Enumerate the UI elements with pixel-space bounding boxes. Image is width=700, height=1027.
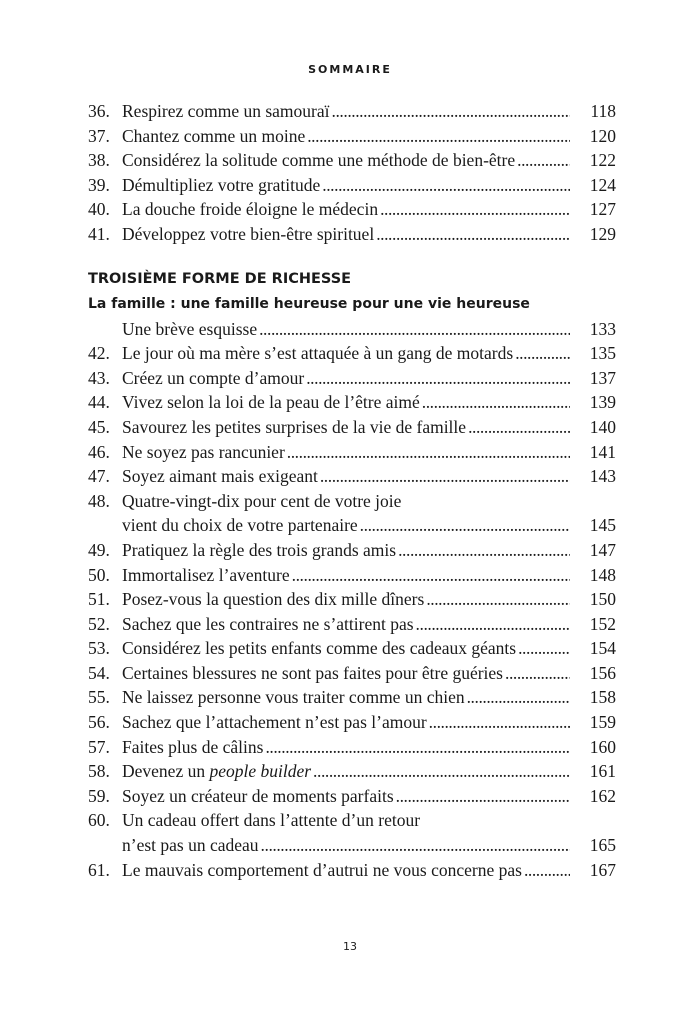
entry-number: 39. <box>88 174 110 195</box>
entry-title: Chantez comme un moine <box>122 125 306 146</box>
dot-leader <box>360 513 570 538</box>
toc-entry <box>88 538 616 563</box>
dot-leader <box>517 148 570 173</box>
toc-entry-line2 <box>88 833 616 858</box>
entry-number: 49. <box>88 539 110 560</box>
part-heading: TROISIÈME FORME DE RICHESSE <box>88 270 352 287</box>
toc-entry <box>88 124 616 149</box>
entry-page: 154 <box>589 638 616 659</box>
toc-entry <box>88 148 616 173</box>
entry-page: 137 <box>589 367 616 388</box>
toc-entry <box>88 366 616 391</box>
dot-leader <box>292 563 570 588</box>
toc-entry-line1 <box>88 808 616 833</box>
dot-leader <box>332 99 570 124</box>
toc-entry <box>88 685 616 710</box>
entry-page: 120 <box>589 125 616 146</box>
dot-leader <box>265 735 570 760</box>
dot-leader <box>515 341 570 366</box>
entry-page: 147 <box>589 539 616 560</box>
entry-page: 135 <box>589 343 616 364</box>
toc-entry-intro <box>88 317 616 342</box>
entry-page: 158 <box>589 687 616 708</box>
entry-title: Démultipliez votre gratitude <box>122 174 321 195</box>
entry-title: La douche froide éloigne le médecin <box>122 199 379 220</box>
dot-leader <box>261 833 570 858</box>
entry-number: 56. <box>88 712 110 733</box>
entry-title-prefix: Devenez un <box>122 761 210 782</box>
entry-page: 165 <box>589 835 616 856</box>
entry-title: Ne laissez personne vous traiter comme un chien <box>122 687 465 708</box>
toc-entry <box>88 784 616 809</box>
toc-entry <box>88 858 616 883</box>
entry-page: 124 <box>589 174 616 195</box>
dot-leader <box>287 440 570 465</box>
entry-number: 60. <box>88 810 110 831</box>
entry-title: Faites plus de câlins <box>122 736 264 757</box>
dot-leader <box>518 636 570 661</box>
running-head: SOMMAIRE <box>308 63 392 76</box>
entry-page: 148 <box>589 564 616 585</box>
toc-entry <box>88 390 616 415</box>
toc-entry-line1 <box>88 489 616 514</box>
dot-leader <box>429 710 570 735</box>
toc-entry <box>88 464 616 489</box>
entry-page: 160 <box>589 736 616 757</box>
entry-title: Sachez que l’attachement n’est pas l’amour <box>122 712 427 733</box>
entry-number: 52. <box>88 613 110 634</box>
part-subheading: La famille : une famille heureuse pour une vie heureuse <box>88 295 530 312</box>
entry-title: Le jour où ma mère s’est attaquée à un gang de motards <box>122 343 514 364</box>
entry-page: 139 <box>589 392 616 413</box>
entry-number: 37. <box>88 125 110 146</box>
entry-title: Certaines blessures ne sont pas faites pour être guéries <box>122 662 503 683</box>
entry-number: 44. <box>88 392 110 413</box>
dot-leader <box>416 612 570 637</box>
entry-number: 46. <box>88 441 110 462</box>
entry-title: Ne soyez pas rancunier <box>122 441 285 462</box>
entry-number: 58. <box>88 761 110 782</box>
table-of-contents <box>88 99 616 882</box>
toc-entry <box>88 636 616 661</box>
entry-page: 127 <box>589 199 616 220</box>
page-number: 13 <box>343 940 357 953</box>
entry-number: 40. <box>88 199 110 220</box>
dot-leader <box>376 222 570 247</box>
section-spacer <box>88 247 616 267</box>
entry-title-line1: Un cadeau offert dans l’attente d’un retour <box>122 810 421 831</box>
entry-page: 118 <box>590 101 616 121</box>
entry-number: 41. <box>88 223 110 244</box>
dot-leader <box>505 661 570 686</box>
toc-entry-line2 <box>88 513 616 538</box>
dot-leader <box>524 858 570 883</box>
entry-number: 45. <box>88 416 110 437</box>
entry-number: 55. <box>88 687 110 708</box>
toc-entry <box>88 612 616 637</box>
entry-title: Posez-vous la question des dix mille dîners <box>122 589 425 610</box>
entry-title: Savourez les petites surprises de la vie de famille <box>122 416 467 437</box>
toc-entry <box>88 587 616 612</box>
entry-title: Immortalisez l’aventure <box>122 564 290 585</box>
entry-title: Respirez comme un samouraï <box>122 101 330 121</box>
dot-leader <box>398 538 570 563</box>
entry-number: 50. <box>88 564 110 585</box>
entry-page: 150 <box>589 589 616 610</box>
entry-page: 162 <box>589 785 616 806</box>
dot-leader <box>426 587 570 612</box>
entry-number: 57. <box>88 736 110 757</box>
entry-number: 48. <box>88 490 110 511</box>
entry-title: Pratiquez la règle des trois grands amis <box>122 539 397 560</box>
entry-page: 156 <box>589 662 616 683</box>
dot-leader <box>468 415 570 440</box>
dot-leader <box>313 759 570 784</box>
entry-page: 161 <box>589 761 616 782</box>
entry-number: 54. <box>88 662 110 683</box>
entry-title: Considérez la solitude comme une méthode de bien-être <box>122 150 516 171</box>
dot-leader <box>259 317 570 342</box>
entry-page: 129 <box>589 223 616 244</box>
toc-entry <box>88 415 616 440</box>
dot-leader <box>467 685 570 710</box>
entry-number: 43. <box>88 367 110 388</box>
entry-title: Vivez selon la loi de la peau de l’être aimé <box>122 392 420 413</box>
entry-page: 159 <box>589 712 616 733</box>
entry-page: 141 <box>589 441 616 462</box>
entry-title: Soyez un créateur de moments parfaits <box>122 785 394 806</box>
toc-entry <box>88 661 616 686</box>
entry-title <box>122 759 311 784</box>
dot-leader <box>307 124 570 149</box>
toc-entry <box>88 440 616 465</box>
entry-title-line1: Quatre-vingt-dix pour cent de votre joie <box>122 490 402 511</box>
entry-page: 152 <box>589 613 616 634</box>
entry-title: Sachez que les contraires ne s’attirent pas <box>122 613 414 634</box>
toc-entry <box>88 710 616 735</box>
entry-title: Une brève esquisse <box>122 318 258 339</box>
entry-title: Créez un compte d’amour <box>122 367 305 388</box>
entry-number: 47. <box>88 466 110 487</box>
entry-number: 36. <box>88 101 110 121</box>
entry-number: 42. <box>88 343 110 364</box>
entry-page: 145 <box>589 515 616 536</box>
entry-title-line2: n’est pas un cadeau <box>122 835 259 856</box>
entry-number: 53. <box>88 638 110 659</box>
toc-entry <box>88 735 616 760</box>
dot-leader <box>396 784 570 809</box>
toc-entry <box>88 563 616 588</box>
entry-title: Développez votre bien-être spirituel <box>122 223 375 244</box>
entry-page: 140 <box>589 416 616 437</box>
entry-title-italic: people builder <box>209 761 312 782</box>
entry-page: 133 <box>589 318 616 339</box>
dot-leader <box>322 173 570 198</box>
dot-leader <box>306 366 570 391</box>
entry-title: Considérez les petits enfants comme des cadeaux géants <box>122 638 517 659</box>
entry-number: 59. <box>88 785 110 806</box>
entry-title-line2: vient du choix de votre partenaire <box>122 515 358 536</box>
entry-title: Soyez aimant mais exigeant <box>122 466 318 487</box>
toc-entry <box>88 341 616 366</box>
entry-page: 167 <box>589 859 616 880</box>
entry-number: 61. <box>88 859 110 880</box>
entry-page: 143 <box>589 466 616 487</box>
entry-title: Le mauvais comportement d’autrui ne vous concerne pas <box>122 859 522 880</box>
dot-leader <box>380 197 570 222</box>
toc-entry <box>88 173 616 198</box>
toc-entry <box>88 759 616 784</box>
toc-entry <box>88 99 616 124</box>
toc-entry <box>88 222 616 247</box>
entry-number: 38. <box>88 150 110 171</box>
toc-entry <box>88 197 616 222</box>
dot-leader <box>422 390 570 415</box>
entry-page: 122 <box>589 150 616 171</box>
dot-leader <box>320 464 570 489</box>
entry-number: 51. <box>88 589 110 610</box>
